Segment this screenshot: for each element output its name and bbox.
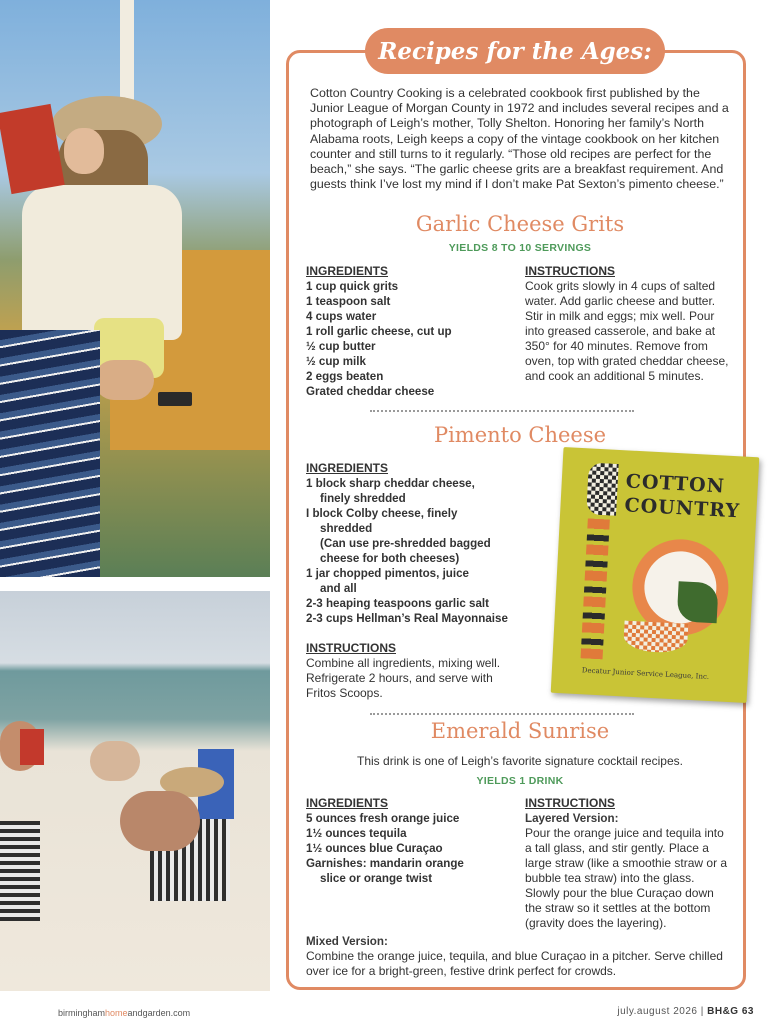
woman-legs: [94, 360, 154, 400]
ingredient-item: 2 eggs beaten: [306, 370, 384, 383]
website-url: [58, 1008, 190, 1018]
grits-instructions: [525, 264, 731, 384]
ingredient-item: 1 teaspoon salt: [306, 295, 391, 308]
ingredient-item: 1 cup quick grits: [306, 280, 399, 293]
phone: [158, 392, 192, 406]
yields-emerald: YIELDS 1 DRINK: [476, 775, 564, 787]
layered-instructions: Pour the orange juice and tequila into a tall glass, and stir gently. Place a large straw (like a smoothie straw or a bubble tea straw) into the glass. Slowly pour the blue Curaçao down the straw so it settles at the bottom (gravity does the layering).: [525, 826, 728, 930]
ingredient-item: ½ cup milk: [306, 355, 366, 368]
recipe-title-grits: Garlic Cheese Grits: [415, 212, 625, 236]
checkered-letter-c: [586, 462, 619, 515]
ingredient-item: I block Colby cheese, finely: [306, 507, 458, 520]
divider: [370, 713, 634, 715]
book-title-line1: COTTON: [625, 470, 726, 498]
ingredient-item: and all: [320, 582, 357, 595]
mixed-instructions: Combine the orange juice, tequila, and blue Curaçao in a pitcher. Serve chilled over ice for a bright-green, festive drink perfect for crowds.: [306, 949, 723, 978]
magazine-name: BH&G: [707, 1006, 739, 1017]
ingredient-item: 5 ounces fresh orange juice: [306, 812, 460, 825]
issue-date: july.august 2026: [617, 1006, 698, 1017]
book-publisher: Decatur Junior Service League, Inc.: [581, 666, 710, 681]
emerald-ingredients: [306, 796, 516, 886]
ingredient-item: 1½ ounces blue Curaçao: [306, 842, 443, 855]
ingredient-item: 2-3 cups Hellman’s Real Mayonnaise: [306, 612, 508, 625]
instructions-heading: INSTRUCTIONS: [525, 264, 615, 278]
section-banner: [365, 28, 665, 74]
recipe-title-emerald: Emerald Sunrise: [430, 719, 610, 743]
ingredient-item: 4 cups water: [306, 310, 377, 323]
ingredient-item: Garnishes: mandarin orange: [306, 857, 464, 870]
mixed-version: [306, 934, 731, 979]
instructions-heading: INSTRUCTIONS: [525, 796, 615, 810]
ingredient-item: shredded: [320, 522, 373, 535]
folio-separator: |: [700, 1006, 704, 1017]
ingredient-item: finely shredded: [320, 492, 406, 505]
woman-face: [64, 128, 104, 174]
recipe-title-pimento: Pimento Cheese: [433, 423, 607, 447]
layered-version-heading: Layered Version:: [525, 812, 619, 825]
site-suffix: andgarden.com: [127, 1008, 191, 1018]
beach-photo: [0, 591, 270, 991]
folio: [617, 1006, 754, 1017]
mixed-version-heading: Mixed Version:: [306, 935, 388, 948]
ingredient-item: (Can use pre-shredded bagged: [320, 537, 491, 550]
yields-grits: YIELDS 8 TO 10 SERVINGS: [448, 242, 592, 254]
book-title-line2: COUNTRY: [624, 494, 741, 523]
instructions-heading: INSTRUCTIONS: [306, 641, 396, 655]
ingredient-item: 1 block sharp cheddar cheese,: [306, 477, 475, 490]
ingredient-item: slice or orange twist: [320, 872, 433, 885]
cookbook-side-lettering: [581, 518, 610, 659]
emerald-instructions: [525, 796, 731, 931]
ingredient-item: 1½ ounces tequila: [306, 827, 407, 840]
red-chair: [20, 729, 44, 765]
site-prefix: birmingham: [58, 1008, 106, 1018]
ingredients-heading: INGREDIENTS: [306, 264, 389, 278]
divider: [370, 410, 634, 412]
checkered-stem: [623, 620, 688, 653]
beach-chair: [0, 821, 40, 921]
page-number: 63: [741, 1006, 754, 1017]
ingredients-heading: INGREDIENTS: [306, 461, 389, 475]
striped-blanket: [0, 330, 100, 577]
ingredient-item: 1 roll garlic cheese, cut up: [306, 325, 452, 338]
pimento-ingredients: [306, 461, 556, 701]
emerald-subtitle: This drink is one of Leigh’s favorite signature cocktail recipes.: [357, 754, 683, 768]
ingredients-heading: INGREDIENTS: [306, 796, 389, 810]
cotton-country-cookbook-cover: [551, 447, 760, 703]
ingredient-item: cheese for both cheeses): [320, 552, 460, 565]
grits-ingredients: [306, 264, 516, 399]
instructions-text: Combine all ingredients, mixing well. Refrigerate 2 hours, and serve with Fritos Scoops.: [306, 656, 501, 700]
ingredient-item: Grated cheddar cheese: [306, 385, 435, 398]
intro-paragraph: Cotton Country Cooking is a celebrated cookbook first published by the Junior League of Morgan County in 1972 and includes several recipes and a photograph of Leigh’s mother, Tolly Shelton. Honoring her family’s North Alabama roots, Leigh keeps a copy of the vintage cookbook on her kitchen counter and still turns to it regularly. “Those old recipes are perfect for the beach,” she says. “The garlic cheese grits are a breakfast requirement. And guests think I’ve lost my mind if I don’t make Pat Sexton’s pimento cheese.”: [310, 86, 729, 192]
ingredient-item: 1 jar chopped pimentos, juice: [306, 567, 469, 580]
ingredient-item: ½ cup butter: [306, 340, 376, 353]
person: [90, 741, 140, 781]
person: [120, 791, 200, 851]
banner-title: Recipes for the Ages:: [378, 37, 652, 65]
ingredient-item: 2-3 heaping teaspoons garlic salt: [306, 597, 489, 610]
site-accent: home: [105, 1008, 128, 1018]
instructions-text: Cook grits slowly in 4 cups of salted water. Add garlic cheese and butter. Stir in milk and eggs; mix well. Pour into greased casserole, and bake at 350° for 40 minutes. Remove from oven, top with grated cheddar cheese, and cook an additional 5 minutes.: [525, 279, 729, 383]
woman-reading-photo: [0, 0, 270, 577]
woman-sweater: [22, 185, 182, 340]
